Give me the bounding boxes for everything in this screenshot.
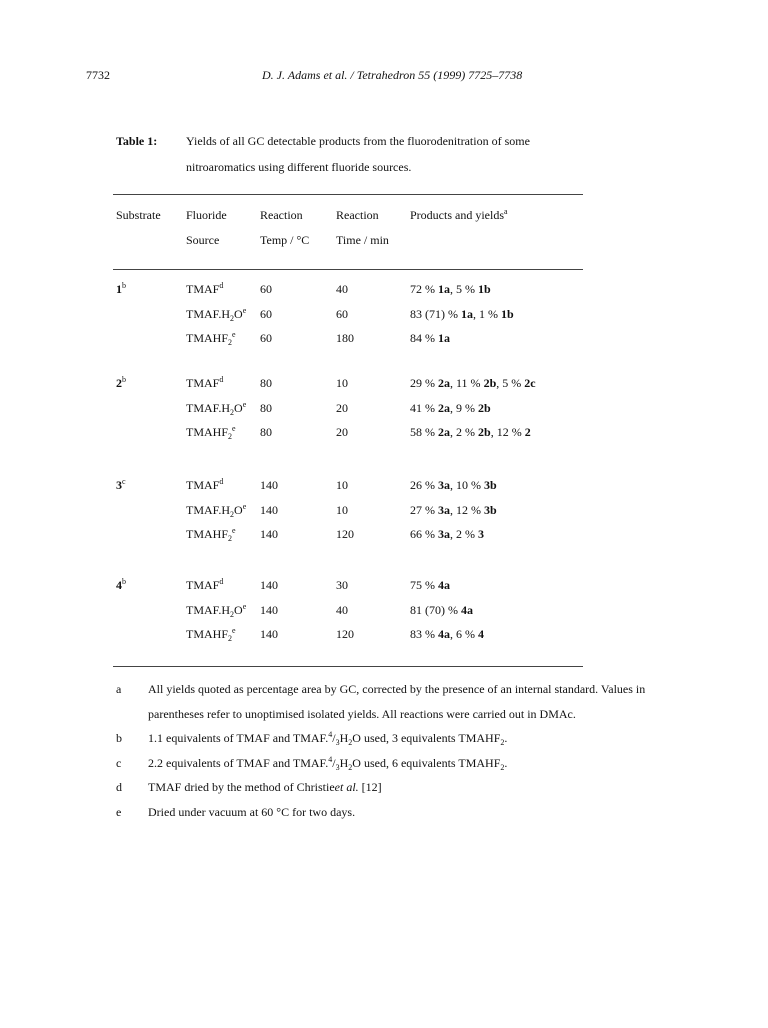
products-yields-cell: 75 % 4a bbox=[410, 578, 450, 592]
col-header-temp-unit: Temp / °C bbox=[260, 233, 310, 247]
table-caption-line-1: Yields of all GC detectable products from the fluorodenitration of some bbox=[186, 134, 530, 148]
fluoride-source-cell: TMAF$^d$ bbox=[186, 281, 224, 296]
table-caption-line-2: nitroaromatics using different fluoride sources. bbox=[186, 160, 412, 174]
col-header-products: Products and yields$^a$ bbox=[410, 207, 508, 222]
products-yields-cell: 58 % 2a, 2 % 2b, 12 % 2 bbox=[410, 425, 531, 440]
temperature-cell: 140 bbox=[260, 527, 278, 542]
time-cell: 30 bbox=[336, 578, 348, 592]
time-cell: 20 bbox=[336, 400, 348, 415]
time-cell: 10 bbox=[336, 502, 348, 517]
col-header-time-unit: Time / min bbox=[336, 233, 389, 247]
footnote-text: 1.1 equivalents of TMAF and $TMAF.^4/_3H_2O$ used, 3 equivalents $TMAHF_2$. bbox=[148, 730, 508, 747]
temperature-cell: 80 bbox=[260, 400, 272, 415]
products-yields-cell: 27 % 3a, 12 % 3b bbox=[410, 502, 497, 517]
fluoride-source-cell: TMAF$^d$ bbox=[186, 477, 224, 492]
running-title: D. J. Adams et al. / Tetrahedron 55 (1999) 7725–7738 bbox=[262, 68, 523, 82]
fluoride-source-cell: $TMAHF_2^e$ bbox=[186, 424, 236, 442]
page-number: 7732 bbox=[86, 68, 110, 82]
temperature-cell: 140 bbox=[260, 502, 278, 517]
temperature-cell: 140 bbox=[260, 578, 278, 592]
footnote-text: All yields quoted as percentage area by GC, corrected by the presence of an internal standard. Values in bbox=[148, 682, 646, 696]
col-header-substrate: Substrate bbox=[116, 208, 161, 222]
time-cell: 180 bbox=[336, 331, 354, 346]
footnote-text: parentheses refer to unoptimised isolated yields. All reactions were carried out in DMAc. bbox=[148, 706, 576, 721]
fluoride-source-cell: $TMAF.H_2O^e$ bbox=[186, 399, 247, 417]
temperature-cell: 140 bbox=[260, 478, 278, 492]
time-cell: 20 bbox=[336, 425, 348, 440]
fluoride-source-cell: $TMAHF_2^e$ bbox=[186, 526, 236, 544]
products-yields-cell: 29 % 2a, 11 % 2b, 5 % 2c bbox=[410, 376, 536, 390]
time-cell: 120 bbox=[336, 527, 354, 542]
footnote-mark: e bbox=[116, 804, 122, 819]
col-header-source: Source bbox=[186, 233, 220, 247]
substrate-label: 3$^c$ bbox=[116, 477, 126, 492]
products-yields-cell: 26 % 3a, 10 % 3b bbox=[410, 478, 497, 492]
footnote-text: TMAF dried by the method of Christieet al. [12] bbox=[148, 780, 382, 794]
substrate-label: 4$^b$ bbox=[116, 577, 126, 592]
time-cell: 10 bbox=[336, 376, 348, 390]
products-yields-cell: 41 % 2a, 9 % 2b bbox=[410, 400, 491, 415]
products-yields-cell: 81 (70) % 4a bbox=[410, 602, 473, 617]
fluoride-source-cell: TMAF$^d$ bbox=[186, 375, 224, 390]
footnote-mark: d bbox=[116, 780, 122, 794]
products-yields-cell: 72 % 1a, 5 % 1b bbox=[410, 282, 491, 296]
fluoride-source-cell: TMAF$^d$ bbox=[186, 577, 224, 592]
time-cell: 10 bbox=[336, 478, 348, 492]
footnote-text: 2.2 equivalents of TMAF and $TMAF.^4/_3H_2O$ used, 6 equivalents $TMAHF_2$. bbox=[148, 754, 508, 772]
table-label: Table 1: bbox=[116, 134, 158, 148]
footnote-mark: c bbox=[116, 755, 122, 770]
temperature-cell: 60 bbox=[260, 306, 272, 321]
fluoride-source-cell: $TMAF.H_2O^e$ bbox=[186, 305, 247, 323]
temperature-cell: 80 bbox=[260, 425, 272, 440]
temperature-cell: 140 bbox=[260, 602, 278, 617]
footnote-mark: b bbox=[116, 731, 122, 745]
products-yields-cell: 84 % 1a bbox=[410, 331, 450, 346]
col-header-reaction-time: Reaction bbox=[336, 208, 379, 222]
table-bottom-rule bbox=[113, 666, 583, 667]
time-cell: 60 bbox=[336, 306, 348, 321]
col-header-reaction-temp: Reaction bbox=[260, 208, 303, 222]
table-header-rule bbox=[113, 269, 583, 270]
time-cell: 40 bbox=[336, 282, 348, 296]
products-yields-cell: 83 % 4a, 6 % 4 bbox=[410, 627, 484, 642]
substrate-label: 2$^b$ bbox=[116, 375, 126, 390]
substrate-label: 1$^b$ bbox=[116, 281, 126, 296]
fluoride-source-cell: $TMAHF_2^e$ bbox=[186, 330, 236, 348]
temperature-cell: 60 bbox=[260, 331, 272, 346]
temperature-cell: 60 bbox=[260, 282, 272, 296]
table-top-rule bbox=[113, 194, 583, 195]
footnote-mark: a bbox=[116, 682, 122, 696]
col-header-fluoride: Fluoride bbox=[186, 208, 227, 222]
time-cell: 40 bbox=[336, 602, 348, 617]
temperature-cell: 140 bbox=[260, 627, 278, 642]
fluoride-source-cell: $TMAF.H_2O^e$ bbox=[186, 501, 247, 519]
time-cell: 120 bbox=[336, 627, 354, 642]
products-yields-cell: 83 (71) % 1a, 1 % 1b bbox=[410, 306, 514, 321]
temperature-cell: 80 bbox=[260, 376, 272, 390]
products-yields-cell: 66 % 3a, 2 % 3 bbox=[410, 527, 484, 542]
footnote-text: Dried under vacuum at 60 °C for two days. bbox=[148, 804, 356, 819]
fluoride-source-cell: $TMAF.H_2O^e$ bbox=[186, 601, 247, 619]
fluoride-source-cell: $TMAHF_2^e$ bbox=[186, 626, 236, 644]
